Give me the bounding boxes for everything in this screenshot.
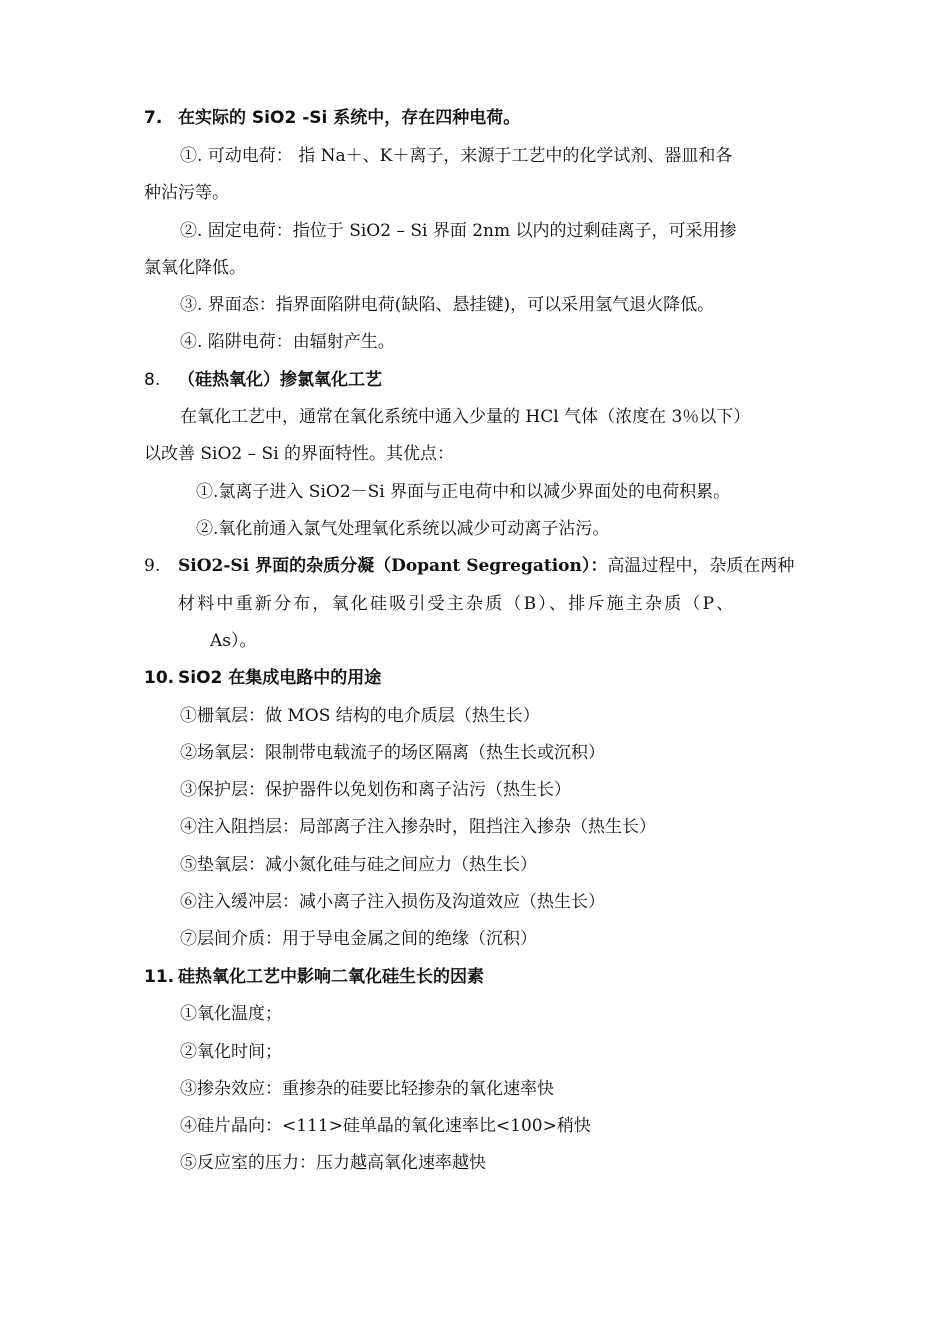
- section-10-item-6: ⑥注入缓冲层：减小离子注入损伤及沟道效应（热生长）: [180, 892, 605, 912]
- section-number: 9.: [144, 556, 161, 576]
- section-title: 在实际的 SiO2 -Si 系统中，存在四种电荷。: [178, 108, 521, 128]
- section-10-item-2: ②场氧层：限制带电载流子的场区隔离（热生长或沉积）: [180, 743, 605, 763]
- section-11-item-4: ④硅片晶向：<111>硅单晶的氧化速率比<100>稍快: [180, 1116, 591, 1136]
- section-title: SiO2 在集成电路中的用途: [178, 668, 382, 688]
- section-number: 11.: [144, 967, 175, 987]
- section-8-item-1: ①.氯离子进入 SiO2－Si 界面与正电荷中和以减少界面处的电荷积累。: [196, 482, 731, 502]
- section-number: 8.: [144, 370, 161, 390]
- section-7-item-2-line-2: 氯氧化降低。: [144, 258, 246, 278]
- section-11-item-1: ①氧化温度；: [180, 1004, 282, 1024]
- section-number: 10.: [144, 668, 175, 688]
- section-7-item-4: ④. 陷阱电荷：由辐射产生。: [180, 332, 395, 352]
- section-number: 7.: [144, 108, 163, 128]
- section-11-heading: [144, 965, 484, 989]
- section-8-item-2: ②.氧化前通入氯气处理氧化系统以减少可动离子沾污。: [196, 519, 610, 539]
- section-10-item-5: ⑤垫氧层：减小氮化硅与硅之间应力（热生长）: [180, 855, 537, 875]
- section-11-item-3: ③掺杂效应：重掺杂的硅要比轻掺杂的氧化速率快: [180, 1079, 554, 1099]
- section-title: SiO2-Si 界面的杂质分凝（Dopant Segregation）：: [178, 556, 608, 576]
- section-9-line-2: 材料中重新分布，氧化硅吸引受主杂质（B）、排斥施主杂质（P、: [178, 594, 736, 614]
- section-10-item-3: ③保护层：保护器件以免划伤和离子沾污（热生长）: [180, 780, 571, 800]
- section-11-item-2: ②氧化时间；: [180, 1042, 282, 1062]
- section-10-item-7: ⑦层间介质：用于导电金属之间的绝缘（沉积）: [180, 929, 537, 949]
- section-7-item-1-line-2: 种沾污等。: [144, 183, 229, 203]
- section-7-heading: [144, 106, 520, 130]
- section-7-item-2-line-1: ②. 固定电荷：指位于 SiO2 – Si 界面 2nm 以内的过剩硅离子，可采用掺: [180, 221, 737, 241]
- section-text: 高温过程中，杂质在两种: [607, 556, 795, 576]
- section-11-item-5: ⑤反应室的压力：压力越高氧化速率越快: [180, 1153, 486, 1173]
- section-10-item-4: ④注入阻挡层：局部离子注入掺杂时，阻挡注入掺杂（热生长）: [180, 817, 656, 837]
- section-8-paragraph-line-1: 在氧化工艺中，通常在氧化系统中通入少量的 HCl 气体（浓度在 3％以下）: [180, 407, 751, 427]
- section-8-paragraph-line-2: 以改善 SiO2 – Si 的界面特性。其优点：: [144, 444, 455, 464]
- section-9-line-3: As）。: [210, 631, 257, 651]
- section-8-heading: [144, 368, 382, 392]
- section-10-heading: [144, 666, 381, 690]
- section-10-item-1: ①栅氧层：做 MOS 结构的电介质层（热生长）: [180, 706, 540, 726]
- section-title: 硅热氧化工艺中影响二氧化硅生长的因素: [178, 967, 484, 987]
- section-7-item-1-line-1: ①. 可动电荷： 指 Na＋、K＋离子，来源于工艺中的化学试剂、器皿和各: [180, 146, 733, 166]
- section-title: （硅热氧化）掺氯氧化工艺: [178, 370, 382, 390]
- section-7-item-3: ③. 界面态：指界面陷阱电荷(缺陷、悬挂键)，可以采用氢气退火降低。: [180, 295, 715, 315]
- section-9-line-1: [144, 554, 794, 578]
